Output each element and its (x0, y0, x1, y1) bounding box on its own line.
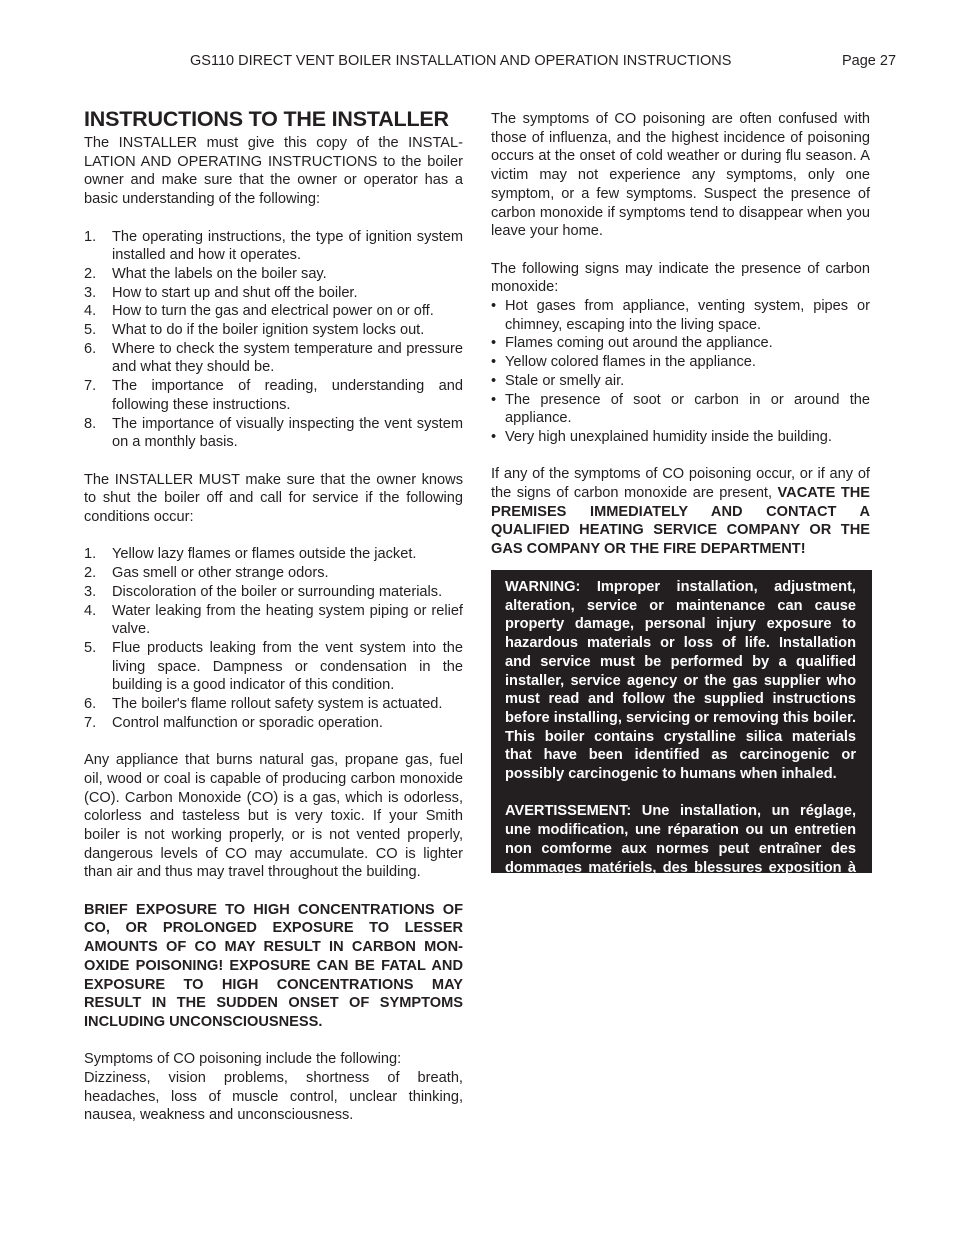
section-heading: INSTRUCTIONS TO THE INSTALLER (84, 107, 449, 131)
left-column (84, 106, 463, 1125)
list-item: 8. The importance of visually inspecting the vent system on a monthly basis. (84, 415, 463, 451)
symptoms-list: Dizziness, vision problems, shortness of breath, headaches, loss of muscle control, unclear thinking, nausea, weakness and unconsciousness. (84, 1070, 463, 1124)
list-item: 2. What the labels on the boiler say. (84, 265, 327, 282)
list-item: • Very high unexplained humidity inside the building. (491, 428, 832, 445)
list-item: • Stale or smelly air. (491, 372, 625, 389)
vacate-instruction: VACATE THE PREMISES IMMEDIATELY AND CONTACT A QUALIFIED HEATING SERVICE COMPANY OR THE GAS COMPANY OR THE FIRE DEPARTMENT! (491, 485, 871, 558)
list-item: 1. The operating instructions, the type of ignition system installed and how it operates. (84, 228, 463, 264)
symptoms-confused-paragraph: The symptoms of CO poisoning are often confused with those of influenza, and the highest incidence of poisoning occurs at the onset of cold weather or during flu season. A victim may not experience any symptoms, only one symptom, or a few symptoms. Suspect the presence of carbon monoxide if symptoms tend to disappear when you leave your home. (491, 111, 870, 240)
list-item: 5. Flue products leaking from the vent system into the living space. Dampness or condensation in the building is a good indicator of this condition. (84, 639, 463, 694)
warning-box (491, 570, 872, 1044)
list-item: • The presence of soot or carbon in or around the appliance. (491, 391, 870, 427)
list-item: • Hot gases from appliance, venting system, pipes or chimney, escaping into the living space. (491, 298, 870, 333)
co-paragraph: Any appliance that burns natural gas, propane gas, fuel oil, wood or coal is capable of producing carbon monoxide (CO). Carbon Monoxide (CO) is a gas, which is odorless, colorless and tasteless but is very toxic. If your Smith boiler is not working properly, or is not vented properly, dangerous levels of CO may accumulate. CO is lighter than air and thus may travel throughout the building. (84, 752, 463, 881)
signs-list (491, 297, 870, 447)
signs-intro: The following signs may indicate the presence of carbon monoxide: (491, 260, 870, 296)
list-item: • Yellow colored flames in the appliance. (491, 354, 756, 371)
conditions-list (84, 545, 463, 732)
list-item: 2. Gas smell or other strange odors. (84, 565, 329, 582)
list-item: 5. What to do if the boiler ignition system locks out. (84, 322, 425, 339)
page-number: Page 27 (842, 53, 897, 69)
list-item: 3. How to start up and shut off the boiler. (84, 284, 358, 301)
list-item: • Flames coming out around the appliance. (491, 335, 773, 352)
list-item: 6. Where to check the system temperature and pressure and what they should be. (84, 340, 463, 376)
page-header (0, 53, 954, 73)
list-item: 4. How to turn the gas and electrical power on or off. (84, 303, 434, 320)
symptoms-intro: Symptoms of CO poisoning include the following: (84, 1051, 402, 1068)
warning-french: AVERTISSEMENT: Une installation, un réglage, une modification, une réparation ou un entretien non comforme aux normes peut entraîner des dommages matériels, des blessures exposition à des matières dangereuses ou la mort. L'installation et l'entretien doivent être effectués par un installateur ou un service d'entretien qualifié ou le fournisseur de gaz qui doivent avoir lu les instructions fournies avant de faire l'installation, l'entretien ou l'enlèvement de la chaudière et les respecter, Cette chaudière contient des matériaux qui ont été identifiés comme étant cancérogènes ou pouvant l' être. (505, 803, 856, 1044)
document-title: GS110 DIRECT VENT BOILER INSTALLATION AND OPERATION INSTRUCTIONS (190, 53, 732, 69)
installer-must-paragraph: The INSTALLER MUST make sure that the owner knows to shut the boiler off and call for service if the following conditions occur: (84, 471, 463, 526)
list-item: 1. Yellow lazy flames or flames outside the jacket. (84, 546, 417, 563)
vacate-paragraph: If any of the symptoms of CO poisoning occur, or if any of the signs of carbon monoxide are present, VACATE THE PREMISES IMMEDIATELY AND CONTACT A QUALIFIED HEATING SERVICE COMPANY OR THE GAS COMPANY OR THE FIRE DEPARTMENT! (491, 466, 871, 558)
installer-intro: The INSTALLER must give this copy of the INSTAL-LATION AND OPERATING INSTRUCTIONS to the boiler owner and make sure that the owner or operator has a basic understanding of the following: (84, 135, 463, 208)
list-item: 7. Control malfunction or sporadic operation. (84, 714, 383, 731)
understanding-list (84, 228, 463, 452)
right-column (491, 110, 870, 559)
warning-english: WARNING: Improper installation, adjustment, alteration, service or maintenance can cause property damage, personal injury exposure to hazardous materials or loss of life. Installation and service must be performed by a qualified installer, service agency or the gas supplier who must read and follow the supplied instructions before installing, servicing or removing this boiler. This boiler contains crystalline silica materials that have been identified as carcinogenic or possibly carcinogenic to humans when inhaled. (505, 579, 856, 783)
list-item: 3. Discoloration of the boiler or surrounding materials. (84, 583, 443, 600)
list-item: 6. The boiler's flame rollout safety system is actuated. (84, 696, 443, 713)
list-item: 7. The importance of reading, understanding and following these instructions. (84, 378, 463, 413)
list-item: 4. Water leaking from the heating system piping or relief valve. (84, 602, 463, 638)
exposure-warning: BRIEF EXPOSURE TO HIGH CONCENTRATIONS OF CO, OR PROLONGED EXPOSURE TO LESSER AMOUNTS OF CO MAY RESULT IN CARBON MON-OXIDE POISONING! EXPOSURE CAN BE FATAL AND EXPOSURE TO HIGH CONCENTRATIONS MAY RESULT IN THE SUDDEN ONSET OF SYMPTOMS INCLUDING UNCONSCIOUSNESS. (84, 901, 463, 1030)
